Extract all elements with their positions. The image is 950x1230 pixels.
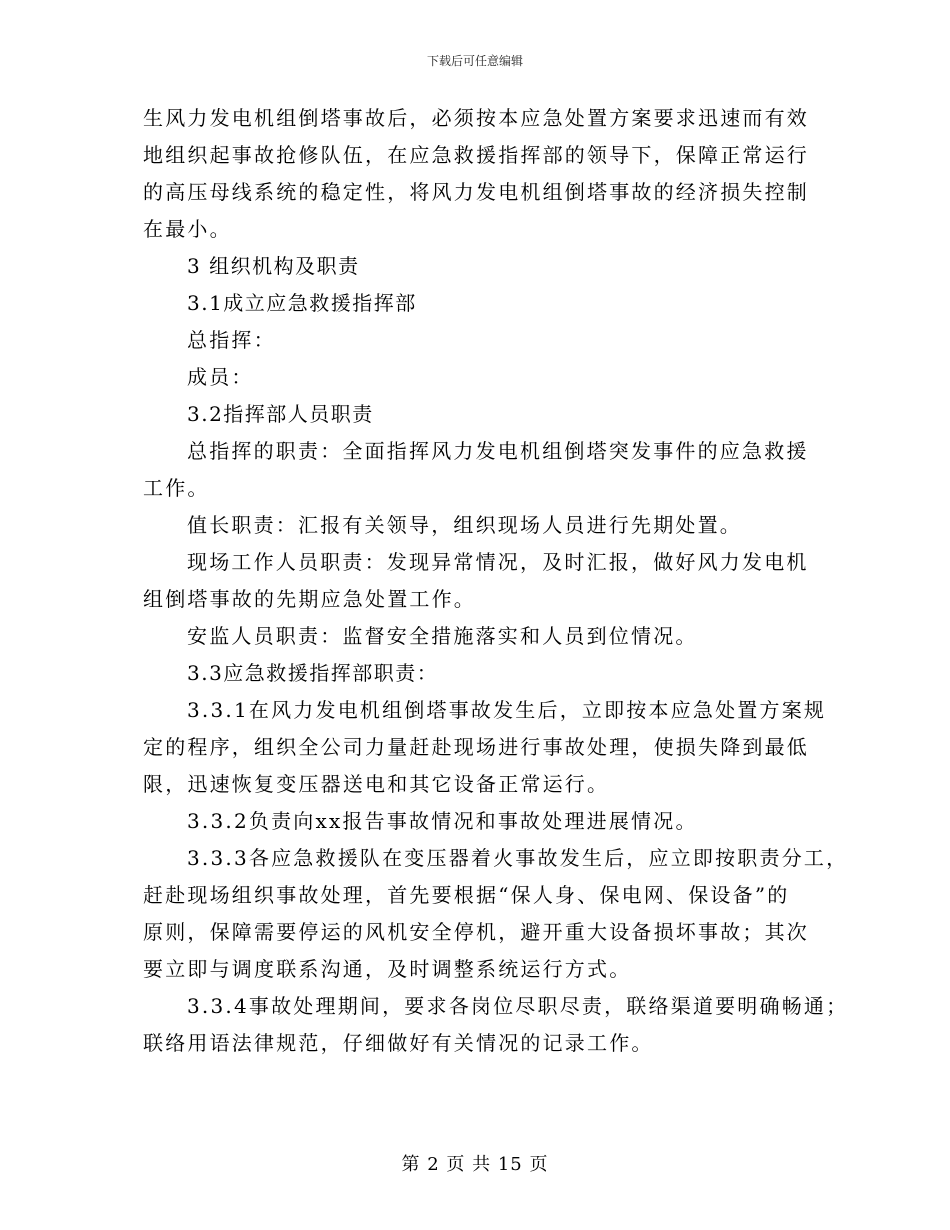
body-line-22: 赶赴现场组织事故处理，首先要根据“保人身、保电网、保设备”的 <box>143 883 790 907</box>
section-heading-3: 3 组织机构及职责 <box>187 254 360 278</box>
commander-label: 总指挥： <box>187 328 276 352</box>
members-label: 成员： <box>187 365 254 389</box>
section-heading-3-2: 3.2指挥部人员职责 <box>187 402 374 426</box>
page-number: 第 2 页 共 15 页 <box>401 1154 549 1175</box>
body-line-10: 总指挥的职责：全面指挥风力发电机组倒塔突发事件的应急救援 <box>187 439 809 463</box>
body-line-15: 安监人员职责：监督安全措施落实和人员到位情况。 <box>187 624 698 648</box>
body-line-13: 现场工作人员职责：发现异常情况，及时汇报，做好风力发电机 <box>187 550 809 574</box>
section-heading-3-3: 3.3应急救援指挥部职责： <box>187 661 439 685</box>
body-line-2: 地组织起事故抢修队伍，在应急救援指挥部的领导下，保障正常运行 <box>143 143 809 167</box>
document-body <box>143 106 849 1068</box>
body-line-4: 在最小。 <box>143 217 232 241</box>
body-line-21: 3.3.3各应急救援队在变压器着火事故发生后，应立即按职责分工， <box>187 846 849 870</box>
body-line-19: 限，迅速恢复变压器送电和其它设备正常运行。 <box>143 772 610 796</box>
body-line-14: 组倒塔事故的先期应急处置工作。 <box>143 587 476 611</box>
body-line-20: 3.3.2负责向xx报告事故情况和事故处理进展情况。 <box>187 809 698 833</box>
body-line-18: 定的程序，组织全公司力量赶赴现场进行事故处理，使损失降到最低 <box>143 735 809 759</box>
body-line-23: 原则，保障需要停运的风机安全停机，避开重大设备损坏事故；其次 <box>143 920 809 944</box>
body-line-12: 值长职责：汇报有关领导，组织现场人员进行先期处置。 <box>187 513 742 537</box>
body-line-25: 3.3.4事故处理期间，要求各岗位尽职尽责，联络渠道要明确畅通； <box>187 994 849 1018</box>
page-header-note: 下载后可任意编辑 <box>426 54 523 68</box>
body-line-3: 的高压母线系统的稳定性，将风力发电机组倒塔事故的经济损失控制 <box>143 180 809 204</box>
body-line-26: 联络用语法律规范，仔细做好有关情况的记录工作。 <box>143 1031 654 1055</box>
section-heading-3-1: 3.1成立应急救援指挥部 <box>187 291 417 315</box>
body-line-24: 要立即与调度联系沟通，及时调整系统运行方式。 <box>143 957 632 981</box>
body-line-1: 生风力发电机组倒塔事故后，必须按本应急处置方案要求迅速而有效 <box>143 106 809 130</box>
body-line-11: 工作。 <box>143 476 210 500</box>
body-line-17: 3.3.1在风力发电机组倒塔事故发生后，立即按本应急处置方案规 <box>187 698 827 722</box>
